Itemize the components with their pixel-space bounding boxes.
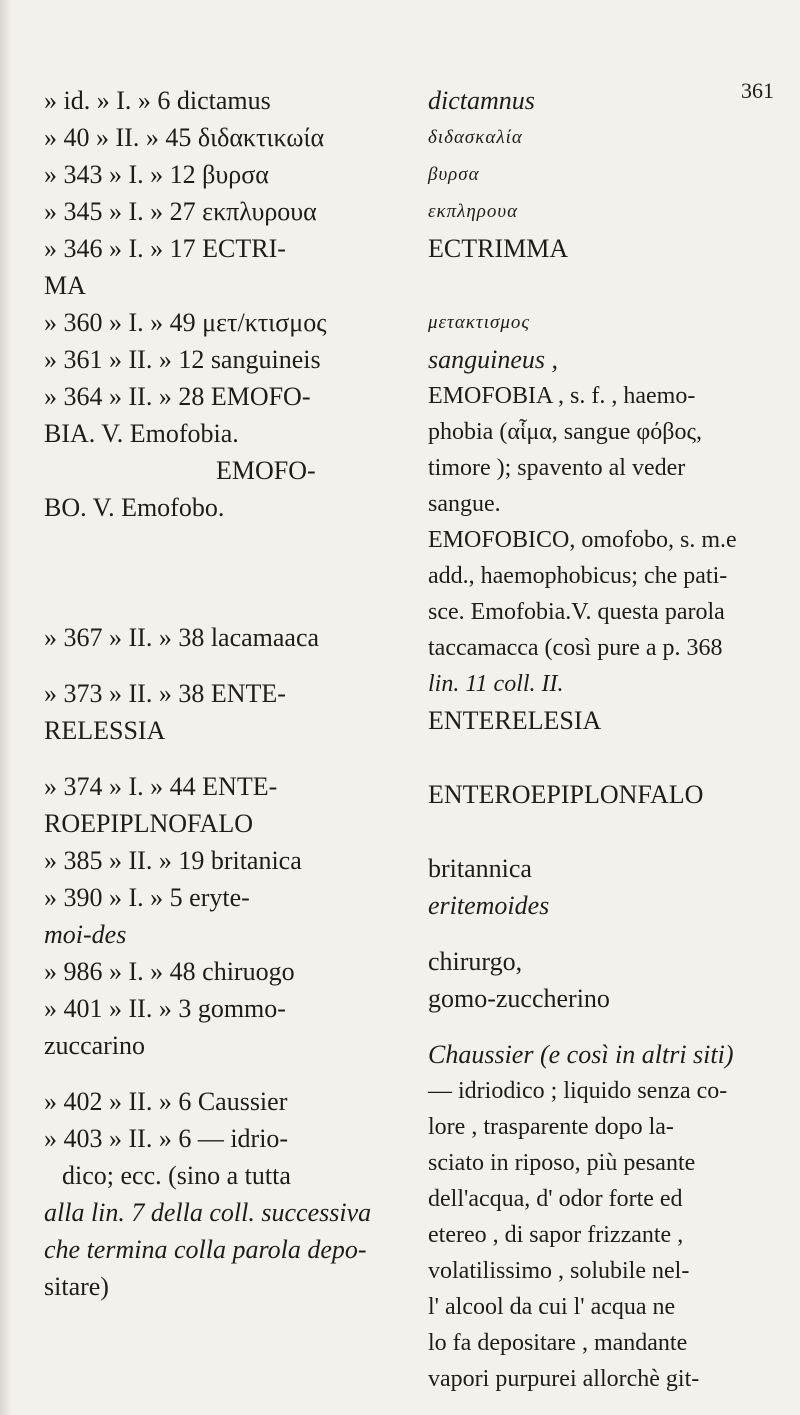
errata-entry-continuation: BIA. V. Emofobia. [44,419,239,448]
errata-entry: » 373 » II. » 38 ENTE- [44,679,286,708]
correction-entry-continuation: sce. Emofobia.V. questa parola [428,599,725,625]
correction-entry: britannica [428,854,532,883]
page-number: 361 [741,78,774,103]
errata-entry-continuation: alla lin. 7 della coll. successiva [44,1198,372,1227]
correction-entry: Chaussier (e così in altri siti) [428,1040,734,1069]
correction-entry: μετακτισμος [428,312,531,333]
errata-entry: » 385 » II. » 19 britanica [44,846,302,875]
correction-entry: ENTERELESIA [428,706,602,735]
correction-entry: διδασκαλία [428,127,523,148]
errata-entry: » 40 » II. » 45 διδακτικωία [44,123,325,152]
errata-entry-continuation: zuccarino [44,1031,146,1060]
correction-entry-continuation: l' alcool da cui l' acqua ne [428,1294,676,1320]
correction-entry: ECTRIMMA [428,234,569,263]
correction-entry-continuation: lore , trasparente dopo la- [428,1114,674,1140]
errata-entry: » 364 » II. » 28 EMOFO- [44,382,311,411]
correction-entry: EMOFOBIA , s. f. , haemo- [428,383,696,409]
errata-entry: » 402 » II. » 6 Caussier [44,1087,288,1116]
correction-entry-continuation: sangue. [428,491,501,517]
correction-entry-continuation: sciato in riposo, più pesante [428,1150,696,1176]
correction-entry-continuation: phobia (αἷμα, sangue φόβος, [428,419,702,445]
correction-entry-continuation: timore ); spavento al veder [428,455,686,481]
errata-right-column [428,82,780,1397]
errata-entry: » 367 » II. » 38 lacamaaca [44,623,320,652]
correction-entry-continuation: lo fa depositare , mandante [428,1330,688,1356]
correction-entry: βυρσα [428,164,480,185]
errata-entry: » 360 » I. » 49 μετ/κτισμος [44,308,327,337]
correction-entry: chirurgo, [428,947,523,976]
errata-entry: » 346 » I. » 17 ECTRI- [44,234,286,263]
errata-entry-continuation: che termina colla parola depo- [44,1235,367,1264]
errata-left-column [44,82,404,1305]
page-binding-edge [0,0,12,1415]
correction-entry-continuation: dell'acqua, d' odor forte ed [428,1186,683,1212]
correction-entry-continuation: vapori purpurei allorchè git- [428,1366,700,1392]
errata-entry: » 390 » I. » 5 erytе- [44,883,250,912]
correction-entry: taccamacca (così pure a p. 368 [428,635,723,661]
errata-entry: » 374 » I. » 44 ENTE- [44,772,278,801]
errata-entry: » 403 » II. » 6 — idrio- [44,1124,289,1153]
errata-entry: » 361 » II. » 12 sanguineis [44,345,321,374]
errata-entry: » 345 » I. » 27 εκπλυρουα [44,197,317,226]
errata-entry-continuation: RELESSIA [44,716,166,745]
errata-entry: » id. » I. » 6 dictamus [44,86,271,115]
correction-entry-continuation: lin. 11 coll. II. [428,671,564,697]
errata-entry-continuation: moi-des [44,920,127,949]
correction-entry: sanguineus , [428,345,558,374]
correction-entry: dictamnus [428,86,535,115]
errata-entry-continuation: sitare) [44,1272,109,1301]
correction-entry-continuation: add., haemophobicus; che pati- [428,563,728,589]
correction-entry: — idriodico ; liquido senza co- [428,1078,728,1104]
errata-entry: EMOFO- [216,456,316,485]
correction-entry-continuation: etereo , di sapor frizzante , [428,1222,684,1248]
correction-entry: εκπληρουα [428,201,519,222]
errata-entry-continuation: MA [44,271,86,300]
correction-entry: EMOFOBICO, omofobo, s. m.e [428,527,737,553]
errata-entry-continuation: BO. V. Emofobo. [44,493,225,522]
correction-entry: eritemoides [428,891,550,920]
errata-entry-continuation: ROEPIPLNOFALO [44,809,253,838]
errata-entry: » 986 » I. » 48 chiruogo [44,957,295,986]
correction-entry: ENTEROEPIPLONFALO [428,780,704,809]
correction-entry-continuation: volatilissimo , solubile nel- [428,1258,690,1284]
errata-entry: » 401 » II. » 3 gommo- [44,994,286,1023]
correction-entry: gomo-zuccherino [428,984,610,1013]
errata-entry: » 343 » I. » 12 βυρσα [44,160,269,189]
errata-entry-continuation: dico; ecc. (sino a tutta [62,1161,291,1190]
